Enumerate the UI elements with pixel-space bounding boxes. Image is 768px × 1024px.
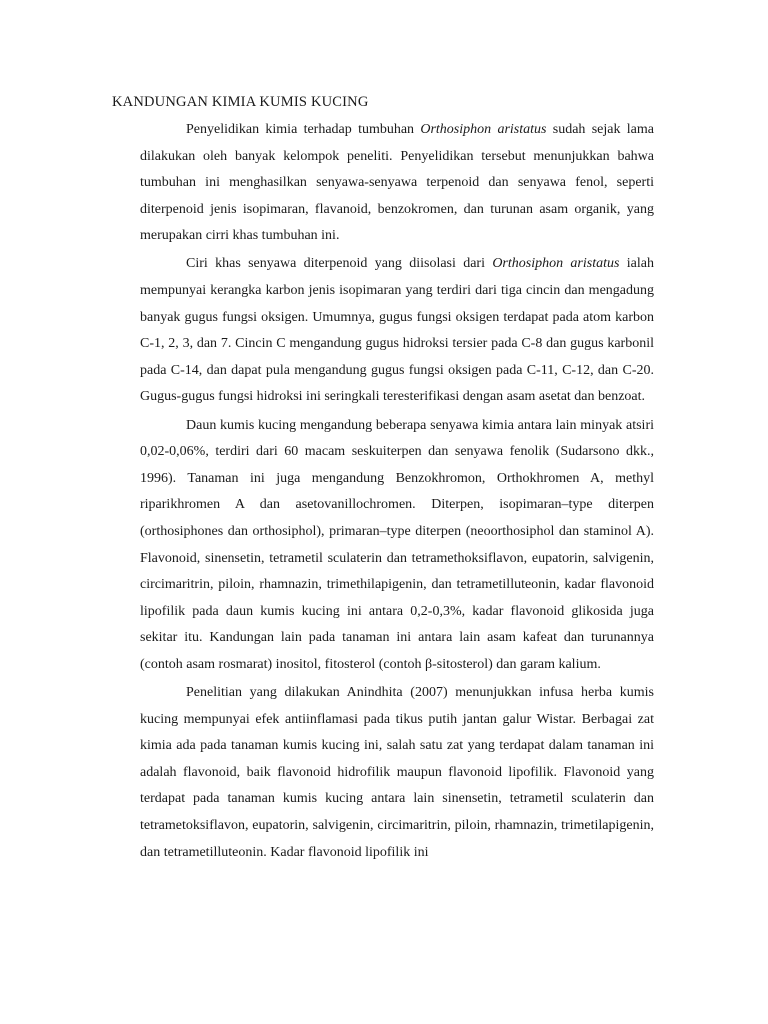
paragraph-3-text-1: Daun kumis kucing mengandung beberapa senyawa kimia antara lain minyak atsiri 0,02-0,06%, terdiri dari 60 macam seskuiterpen dan senyawa fenolik (Sudarsono dkk., 1996). Tanaman ini juga mengandung Benzokhromon, Orthokhromen A, methyl riparikhromen A dan asetovanillochromen. Diterpen, isopimaran–type diterpen (orthosiphones dan orthosiphol), primaran–type diterpen (neoorthosiphol dan staminol A). Flavonoid, sinensetin, tetrametil sculaterin dan tetramethoksiflavon, eupatorin, salvigenin, circimaritrin, piloin, rhamnazin, trimethilapigenin, dan tetrametilluteonin, kadar flavonoid lipofilik pada daun kumis kucing ini antara 0,2-0,3%, kadar flavonoid glikosida juga sekitar itu. Kandungan lain pada tanaman ini antara lain asam kafeat dan turunannya (contoh asam rosmarat) inositol, fitosterol (contoh β-sitosterol) dan garam kalium. — [140, 417, 654, 672]
paragraph-3 — [140, 413, 654, 679]
paragraph-2-species-name: Orthosiphon aristatus — [492, 256, 620, 272]
document-heading: KANDUNGAN KIMIA KUMIS KUCING — [112, 94, 369, 110]
paragraph-1-text-2: sudah sejak lama dilakukan oleh banyak kelompok peneliti. Penyelidikan tersebut menunjukkan bahwa tumbuhan ini menghasilkan senyawa-senyawa terpenoid dan senyawa fenol, seperti diterpenoid jenis isopimaran, flavanoid, benzokromen, dan turunan asam organik, yang merupakan cirri khas tumbuhan ini. — [140, 122, 654, 244]
document-body — [140, 117, 654, 866]
paragraph-4 — [140, 680, 654, 866]
paragraph-1 — [140, 117, 654, 250]
paragraph-2-text-1: Ciri khas senyawa diterpenoid yang diisolasi dari — [186, 256, 493, 272]
paragraph-2-text-2: ialah mempunyai kerangka karbon jenis isopimaran yang terdiri dari tiga cincin dan mengadung banyak gugus fungsi oksigen. Umumnya, gugus fungsi oksigen terdapat pada atom karbon C-1, 2, 3, dan 7. Cincin C mengandung gugus hidroksi tersier pada C-8 dan gugus karbonil pada C-14, dan dapat pula mengandung gugus fungsi oksigen pada C-11, C-12, dan C-20. Gugus-gugus fungsi hidroksi ini seringkali teresterifikasi dengan asam asetat dan benzoat. — [140, 256, 654, 405]
paragraph-2 — [140, 251, 654, 411]
paragraph-1-text-1: Penyelidikan kimia terhadap tumbuhan — [186, 122, 421, 137]
paragraph-4-text-1: Penelitian yang dilakukan Anindhita (2007) menunjukkan infusa herba kumis kucing mempunyai efek antiinflamasi pada tikus putih jantan galur Wistar. Berbagai zat kimia ada pada tanaman kumis kucing ini, salah satu zat yang terdapat dalam tanaman ini adalah flavonoid, baik flavonoid hidrofilik maupun flavonoid lipofilik. Flavonoid yang terdapat pada tanaman kumis kucing antara lain sinensetin, tetrametil sculaterin dan tetrametoksiflavon, eupatorin, salvigenin, circimaritrin, piloin, rhamnazin, trimetilapigenin, dan tetrametilluteonin. Kadar flavonoid lipofilik ini — [140, 684, 654, 860]
paragraph-1-species-name: Orthosiphon aristatus — [420, 122, 547, 137]
